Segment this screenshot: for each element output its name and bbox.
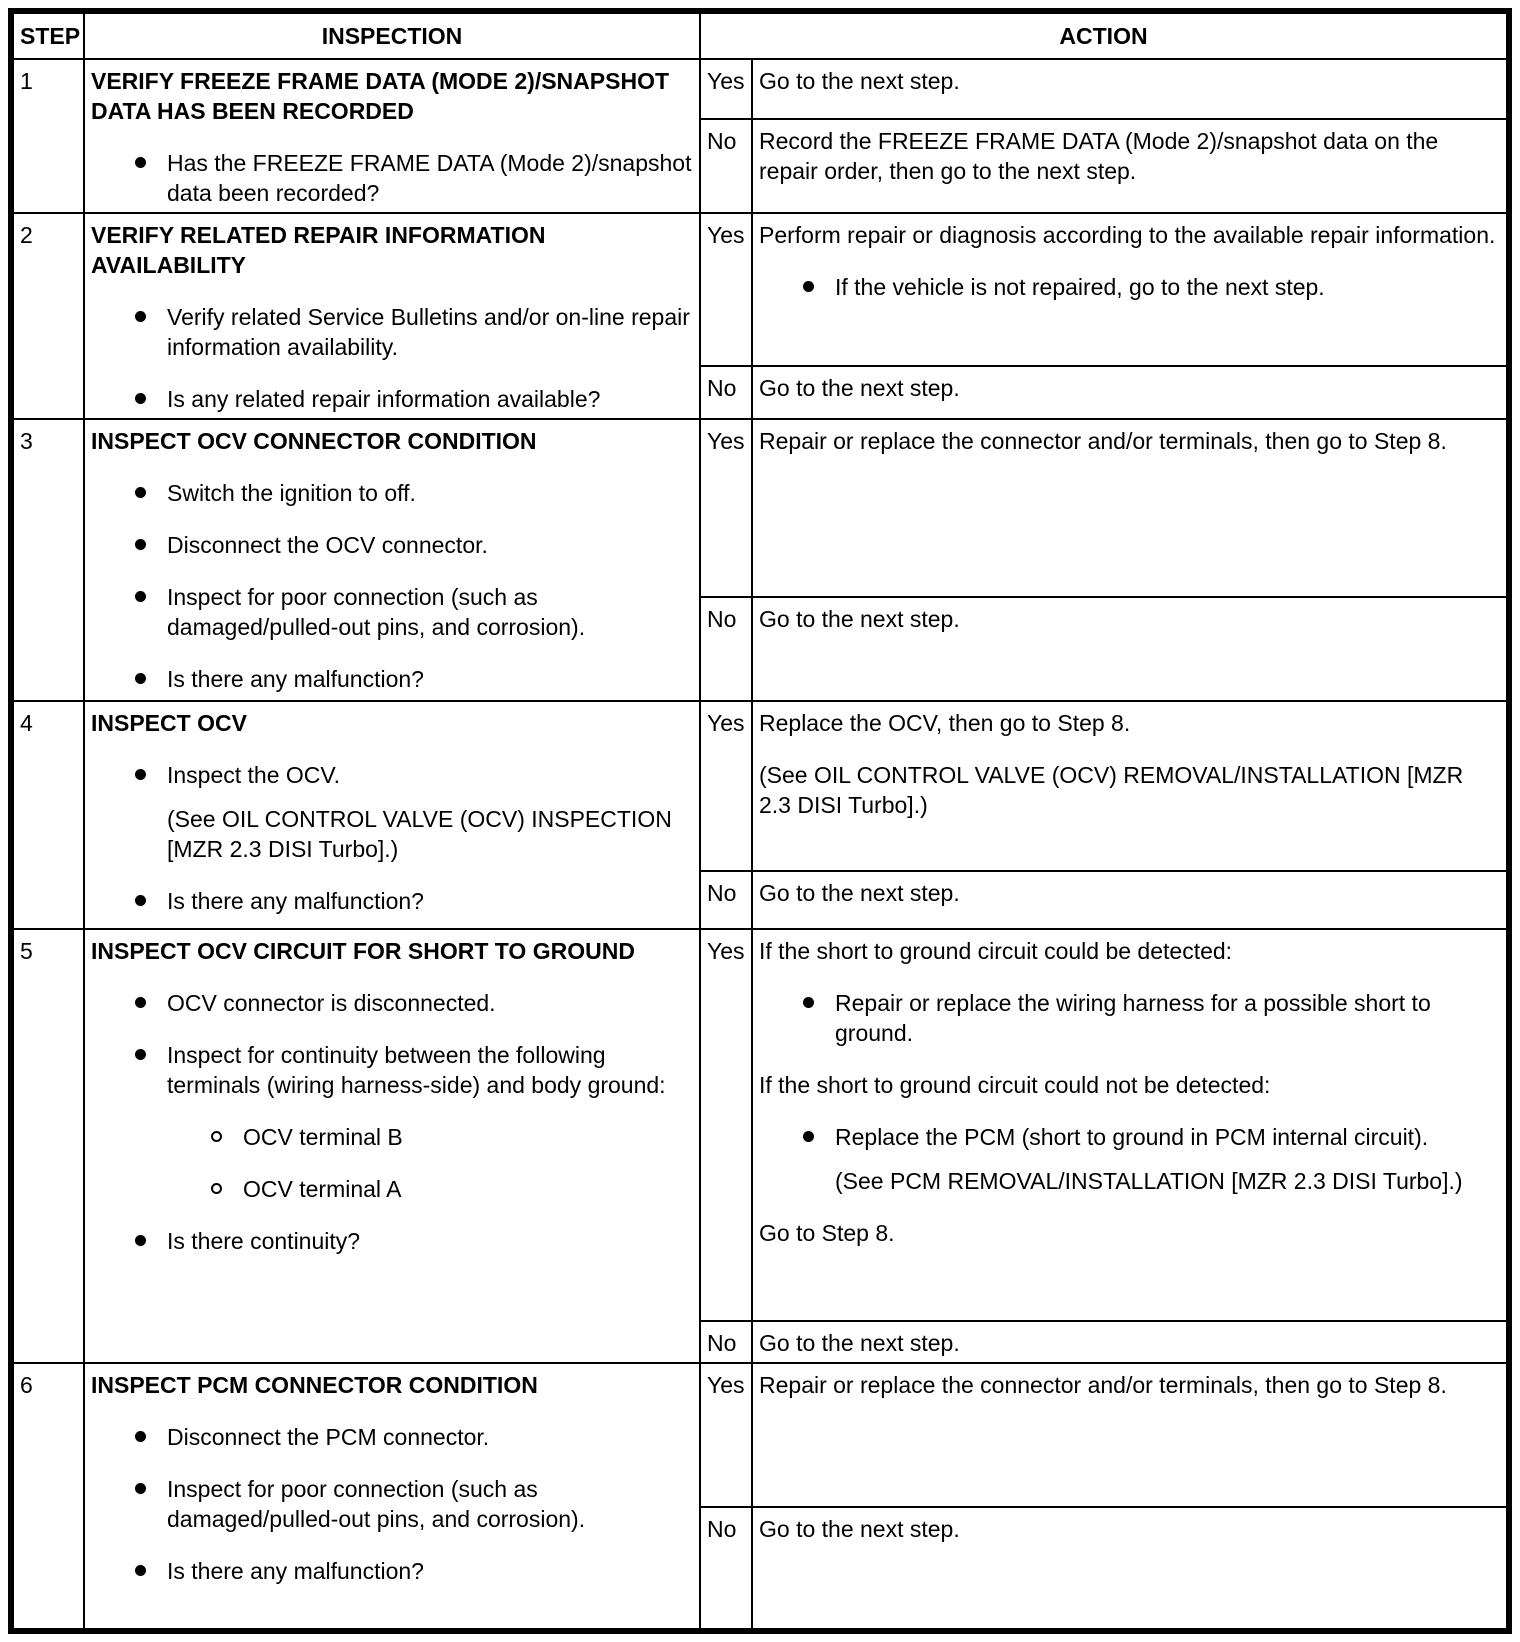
no-action: Go to the next step. — [752, 366, 1507, 419]
yes-label: Yes — [700, 929, 752, 1321]
inspection-cell — [84, 419, 700, 701]
inspection-item: Disconnect the PCM connector. — [167, 1422, 693, 1452]
yes-label: Yes — [700, 1363, 752, 1507]
action-item: Repair or replace the wiring harness for a possible short to ground. — [835, 988, 1500, 1048]
no-action: Go to the next step. — [752, 597, 1507, 701]
yes-action-cell — [752, 213, 1507, 366]
step-number: 4 — [13, 701, 84, 929]
inspection-item-text: Inspect for continuity between the following terminals (wiring harness-side) and body ground: — [167, 1042, 666, 1098]
inspection-list — [91, 148, 693, 208]
step-row — [13, 1363, 1507, 1507]
step-number: 6 — [13, 1363, 84, 1629]
yes-label: Yes — [700, 419, 752, 597]
header-row — [13, 13, 1507, 59]
inspection-item: Verify related Service Bulletins and/or on-line repair information availability. — [167, 302, 693, 362]
step-number: 1 — [13, 59, 84, 213]
yes-action: Go to the next step. — [752, 59, 1507, 119]
step-title: VERIFY RELATED REPAIR INFORMATION AVAILABILITY — [91, 222, 546, 278]
yes-label: Yes — [700, 59, 752, 119]
no-action: Go to the next step. — [752, 1507, 1507, 1629]
step-column-header: STEP — [13, 13, 84, 59]
no-action: Go to the next step. — [752, 1321, 1507, 1363]
inspection-cell — [84, 59, 700, 213]
yes-action-cell — [752, 929, 1507, 1321]
yes-action: If the short to ground circuit could be detected: — [759, 938, 1233, 964]
diagnostic-procedure-document — [8, 8, 1512, 1634]
inspection-item: OCV connector is disconnected. — [167, 988, 693, 1018]
no-action: Record the FREEZE FRAME DATA (Mode 2)/snapshot data on the repair order, then go to the next step. — [752, 119, 1507, 213]
no-label: No — [700, 1321, 752, 1363]
no-label: No — [700, 119, 752, 213]
step-row — [13, 701, 1507, 871]
no-label: No — [700, 366, 752, 419]
step-title: INSPECT OCV CONNECTOR CONDITION — [91, 428, 537, 454]
action-item: If the vehicle is not repaired, go to the next step. — [835, 272, 1500, 302]
action-column-header: ACTION — [700, 13, 1507, 59]
step-number: 3 — [13, 419, 84, 701]
terminal-item: OCV terminal A — [243, 1174, 693, 1204]
terminal-list — [167, 1122, 693, 1204]
yes-action-cell — [752, 701, 1507, 871]
inspection-cell — [84, 929, 700, 1363]
inspection-cell — [84, 701, 700, 929]
inspection-item: Inspect for poor connection (such as damaged/pulled-out pins, and corrosion). — [167, 1474, 693, 1534]
action-item — [835, 1122, 1500, 1196]
yes-action: Go to Step 8. — [759, 1220, 895, 1246]
step-row — [13, 59, 1507, 119]
action-list — [759, 988, 1500, 1048]
step-title: INSPECT OCV CIRCUIT FOR SHORT TO GROUND — [91, 938, 635, 964]
inspection-item-text: Inspect the OCV. — [167, 762, 341, 788]
action-item-text: Replace the PCM (short to ground in PCM internal circuit). — [835, 1124, 1429, 1150]
inspection-item: Is there continuity? — [167, 1226, 693, 1256]
inspection-item — [167, 1040, 693, 1204]
inspection-list — [91, 760, 693, 916]
reference-text: (See PCM REMOVAL/INSTALLATION [MZR 2.3 DISI Turbo].) — [835, 1168, 1463, 1194]
diagnostic-table — [12, 12, 1508, 1630]
terminal-item: OCV terminal B — [243, 1122, 693, 1152]
step-row — [13, 213, 1507, 366]
inspection-list — [91, 1422, 693, 1586]
no-label: No — [700, 597, 752, 701]
yes-action: Repair or replace the connector and/or terminals, then go to Step 8. — [752, 419, 1507, 597]
yes-action: Replace the OCV, then go to Step 8. — [759, 710, 1131, 736]
step-number: 2 — [13, 213, 84, 419]
inspection-item: Disconnect the OCV connector. — [167, 530, 693, 560]
inspection-cell — [84, 213, 700, 419]
no-label: No — [700, 871, 752, 929]
step-row — [13, 419, 1507, 597]
inspection-item: Inspect for poor connection (such as damaged/pulled-out pins, and corrosion). — [167, 582, 693, 642]
yes-label: Yes — [700, 213, 752, 366]
inspection-cell — [84, 1363, 700, 1629]
step-title: INSPECT PCM CONNECTOR CONDITION — [91, 1372, 538, 1398]
no-label: No — [700, 1507, 752, 1629]
inspection-column-header: INSPECTION — [84, 13, 700, 59]
inspection-item — [167, 760, 693, 864]
step-title: INSPECT OCV — [91, 710, 247, 736]
reference-text: (See OIL CONTROL VALVE (OCV) INSPECTION [MZR 2.3 DISI Turbo].) — [167, 806, 672, 862]
reference-text: (See OIL CONTROL VALVE (OCV) REMOVAL/INSTALLATION [MZR 2.3 DISI Turbo].) — [759, 762, 1464, 818]
yes-action: If the short to ground circuit could not be detected: — [759, 1072, 1271, 1098]
inspection-item: Has the FREEZE FRAME DATA (Mode 2)/snapshot data been recorded? — [167, 150, 692, 206]
inspection-item: Is there any malfunction? — [167, 1556, 693, 1586]
inspection-item: Is any related repair information available? — [167, 384, 693, 414]
yes-action: Repair or replace the connector and/or terminals, then go to Step 8. — [752, 1363, 1507, 1507]
step-title: VERIFY FREEZE FRAME DATA (MODE 2)/SNAPSHOT DATA HAS BEEN RECORDED — [91, 68, 670, 124]
inspection-item: Is there any malfunction? — [167, 886, 693, 916]
inspection-item: Switch the ignition to off. — [167, 478, 693, 508]
step-row — [13, 929, 1507, 1321]
inspection-list — [91, 302, 693, 414]
no-action: Go to the next step. — [752, 871, 1507, 929]
yes-label: Yes — [700, 701, 752, 871]
action-list — [759, 1122, 1500, 1196]
inspection-list — [91, 988, 693, 1256]
yes-action: Perform repair or diagnosis according to the available repair information. — [759, 222, 1496, 248]
action-list — [759, 272, 1500, 302]
step-number: 5 — [13, 929, 84, 1363]
inspection-item: Is there any malfunction? — [167, 664, 693, 694]
inspection-list — [91, 478, 693, 694]
